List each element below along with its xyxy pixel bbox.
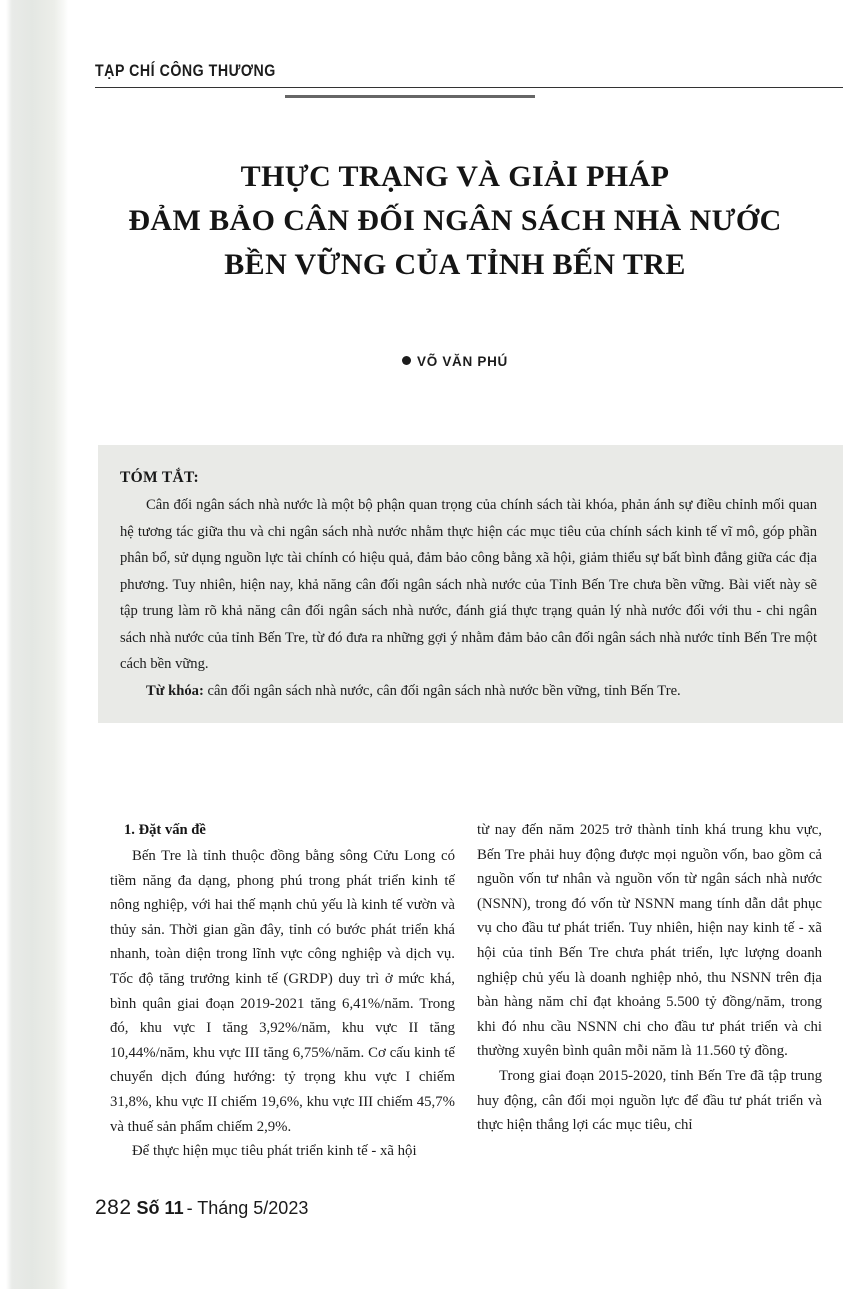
- author-name: VÕ VĂN PHÚ: [416, 353, 508, 369]
- abstract-body: Cân đối ngân sách nhà nước là một bộ phận quan trọng của chính sách tài khóa, phản ánh sự điều chỉnh mối quan hệ tương tác giữa thu và chi ngân sách nhà nước nhằm thực hiện các mục tiêu của chính sách kinh tế vĩ mô, góp phần phân bổ, sử dụng nguồn lực tài chính có hiệu quả, đảm bảo công bằng xã hội, giảm thiểu sự bất bình đẳng giữa các địa phương. Tuy nhiên, hiện nay, khả năng cân đối ngân sách nhà nước của Tỉnh Bến Tre chưa bền vững. Bài viết này sẽ tập trung làm rõ khả năng cân đối ngân sách nhà nước, đánh giá thực trạng quản lý nhà nước đối với thu - chi ngân sách nhà nước của tỉnh Bến Tre, từ đó đưa ra những gợi ý nhằm đảm bảo cân đối ngân sách nhà nước tỉnh Bến Tre một cách bền vững.: [120, 497, 817, 672]
- abstract-heading: TÓM TẮT:: [120, 469, 199, 486]
- title-line-3: BỀN VỮNG CỦA TỈNH BẾN TRE: [224, 248, 686, 281]
- header-rule: [95, 87, 843, 88]
- title-line-1: THỰC TRẠNG VÀ GIẢI PHÁP: [240, 160, 670, 193]
- title-line-2: ĐẢM BẢO CÂN ĐỐI NGÂN SÁCH NHÀ NƯỚC: [128, 204, 782, 237]
- issue-number: Số 11: [136, 1198, 184, 1218]
- keywords-line: [120, 678, 817, 705]
- journal-name: TẠP CHÍ CÔNG THƯƠNG: [95, 62, 276, 80]
- right-paragraph-1: từ nay đến năm 2025 trở thành tỉnh khá trung khu vực, Bến Tre phải huy động được mọi nguồn vốn, bao gồm cả nguồn vốn tư nhân và nguồn vốn từ ngân sách nhà nước (NSNN), trong đó vốn từ NSNN mang tính dẫn dắt phục vụ cho đầu tư phát triển. Tuy nhiên, hiện nay kinh tế - xã hội của tỉnh Bến Tre chưa phát triển, lực lượng doanh nghiệp chủ yếu là doanh nghiệp nhỏ, thu NSNN trên địa bàn hàng năm chỉ đạt khoảng 5.500 tỷ đồng/năm, trong khi đó nhu cầu NSNN chi cho đầu tư phát triển và chi thường xuyên bình quân mỗi năm là 11.560 tỷ đồng.: [477, 822, 822, 1060]
- author-byline: [60, 352, 850, 370]
- page-title: [60, 155, 850, 287]
- running-head: [95, 62, 843, 88]
- page-number: 282: [95, 1196, 132, 1219]
- page-footer: [95, 1196, 308, 1220]
- left-paragraph-1: Bến Tre là tỉnh thuộc đồng bằng sông Cửu Long có tiềm năng đa dạng, phong phú trong phát triển kinh tế nông nghiệp, với hai thế mạnh chủ yếu là kinh tế vườn và thủy sản. Thời gian gần đây, tỉnh có bước phát triển khá nhanh, toàn diện trong lĩnh vực công nghiệp và dịch vụ. Tốc độ tăng trưởng kinh tế (GRDP) duy trì ở mức khá, bình quân giai đoạn 2019-2021 tăng 6,41%/năm. Trong đó, khu vực I tăng 3,92%/năm, khu vực II tăng 10,44%/năm, khu vực III tăng 6,75%/năm. Cơ cấu kinh tế chuyển dịch đúng hướng: tỷ trọng khu vực I chiếm 31,8%, khu vực II chiếm 19,6%, khu vực III chiếm 45,7% và thuế sản phẩm chiếm 2,9%.: [110, 848, 455, 1135]
- header-rule-accent: [285, 95, 535, 98]
- left-column: [110, 818, 455, 1168]
- right-column: [477, 818, 822, 1168]
- keywords-label: Từ khóa:: [146, 682, 204, 699]
- right-paragraph-2: Trong giai đoạn 2015-2020, tỉnh Bến Tre đã tập trung huy động, cân đối mọi nguồn lực để đầu tư phát triển và thực hiện thắng lợi các mục tiêu, chỉ: [477, 1067, 822, 1134]
- body-columns: [110, 818, 843, 1168]
- keywords-text: cân đối ngân sách nhà nước, cân đối ngân sách nhà nước bền vững, tỉnh Bến Tre.: [203, 682, 681, 699]
- abstract-box: [98, 445, 843, 723]
- bullet-icon: [402, 356, 411, 365]
- issue-date: - Tháng 5/2023: [186, 1198, 309, 1218]
- section-heading-1: 1. Đặt vấn đề: [124, 822, 206, 838]
- left-paragraph-2: Để thực hiện mục tiêu phát triển kinh tế - xã hội: [132, 1143, 417, 1160]
